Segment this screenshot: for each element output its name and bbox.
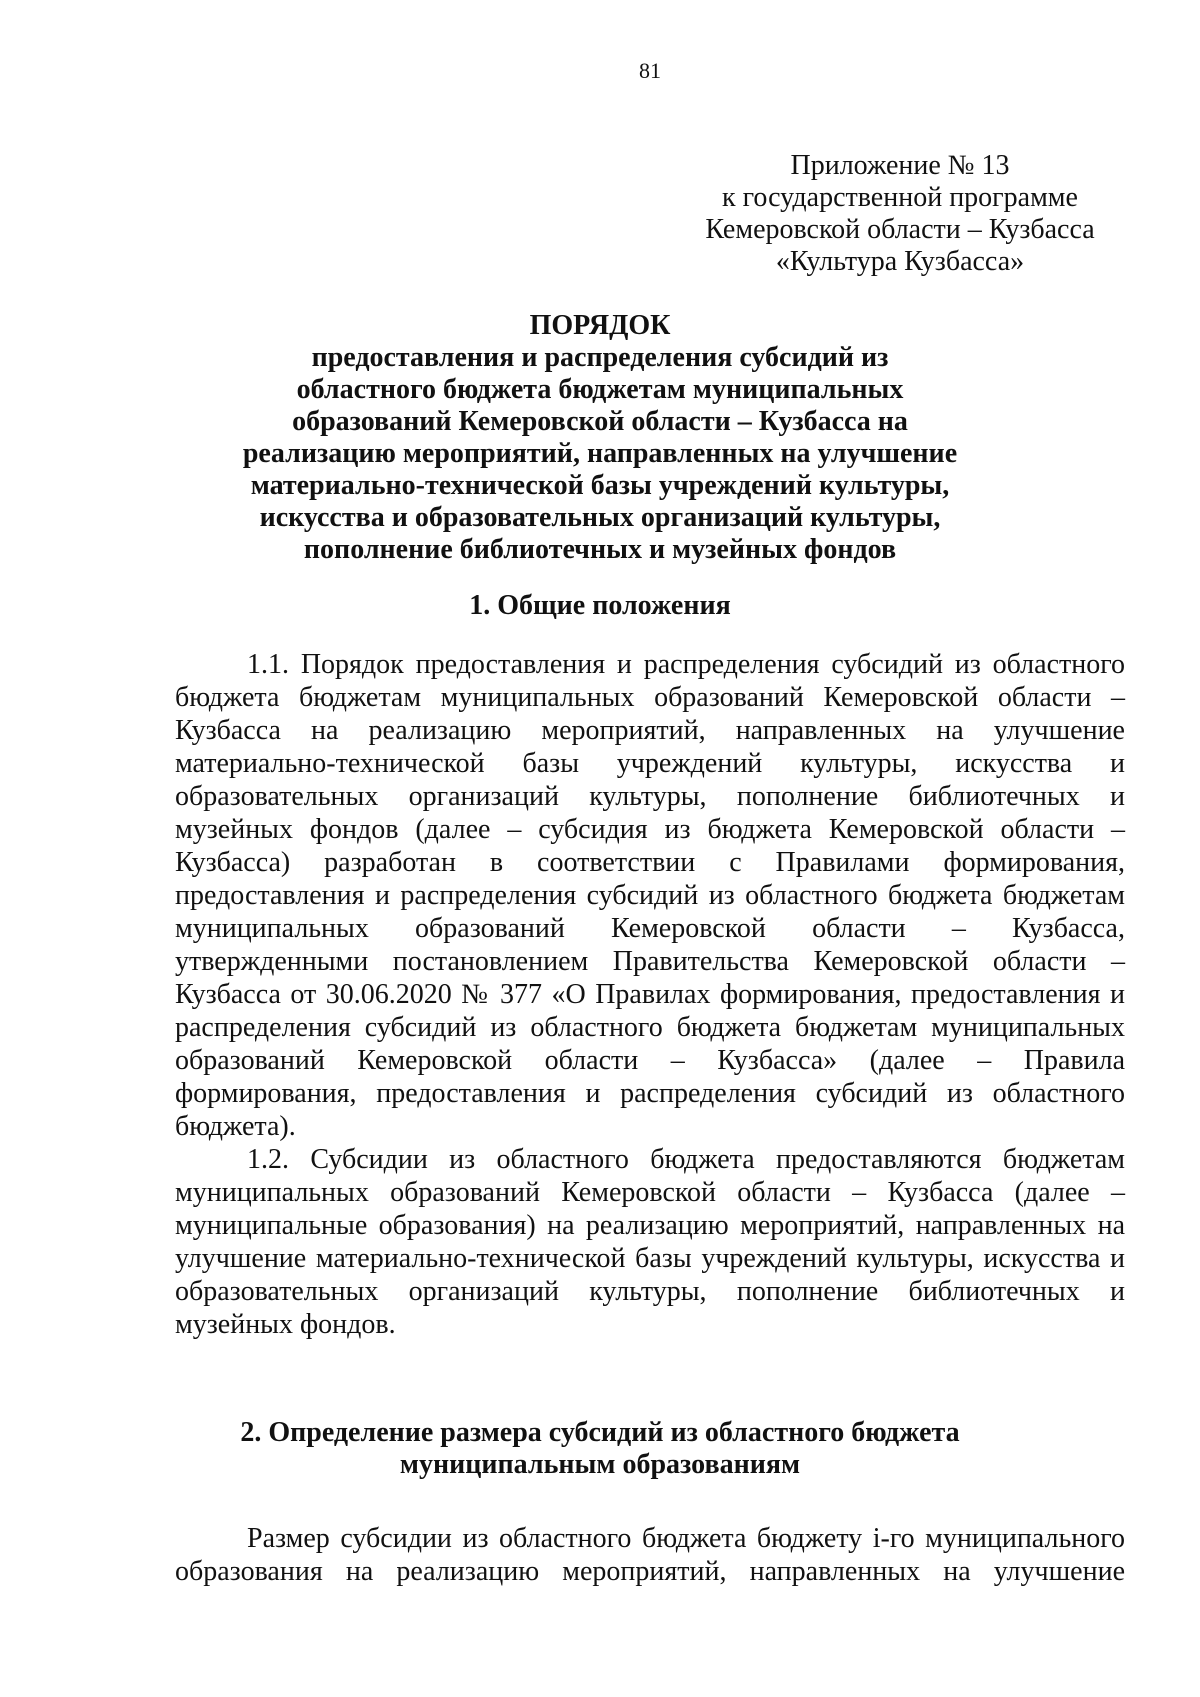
paragraph-line: Кузбасса на реализацию мероприятий, направленных на улучшение [175, 715, 1125, 746]
paragraph-line: музейных фондов (далее – субсидия из бюджета Кемеровской области – [175, 814, 1125, 845]
paragraph-line: материально-технической базы учреждений культуры, искусства и [175, 748, 1125, 779]
title-line: областного бюджета бюджетам муниципальных [296, 374, 904, 405]
title-line: образований Кемеровской области – Кузбасса на [292, 406, 908, 437]
paragraph-line: образовательных организаций культуры, пополнение библиотечных и [175, 781, 1125, 812]
section-1-paragraph-1 [175, 648, 1125, 1143]
paragraph-line: Кузбасса от 30.06.2020 № 377 «О Правилах формирования, предоставления и [175, 979, 1125, 1010]
paragraph-line: распределения субсидий из областного бюджета бюджетам муниципальных [175, 1012, 1125, 1043]
paragraph-line: Кузбасса) разработан в соответствии с Правилами формирования, [175, 847, 1125, 878]
title-line: пополнение библиотечных и музейных фондов [303, 534, 897, 565]
section-1-heading [175, 590, 1025, 622]
title-line: предоставления и распределения субсидий из [311, 342, 889, 373]
paragraph-line: бюджета бюджетам муниципальных образований Кемеровской области – [175, 682, 1125, 713]
title-line: реализацию мероприятий, направленных на улучшение [242, 438, 958, 469]
paragraph-line: муниципальных образований Кемеровской области – Кузбасса (далее – [175, 1177, 1125, 1208]
section-heading-line: муниципальным образованиям [399, 1449, 801, 1480]
paragraph-line: 1.2. Субсидии из областного бюджета предоставляются бюджетам [247, 1144, 1125, 1175]
paragraph-line: предоставления и распределения субсидий из областного бюджета бюджетам [175, 880, 1125, 911]
page-number: 81 [639, 58, 661, 83]
paragraph-line: формирования, предоставления и распределения субсидий из областного [175, 1078, 1125, 1109]
section-heading-line: 2. Определение размера субсидий из областного бюджета [240, 1417, 960, 1448]
paragraph-line: бюджета). [175, 1111, 296, 1142]
title-line: искусства и образовательных организаций культуры, [259, 502, 941, 533]
section-2-heading [175, 1417, 1025, 1481]
appendix-line: «Культура Кузбасса» [775, 246, 1025, 277]
paragraph-line: музейных фондов. [175, 1309, 396, 1340]
paragraph-line: образований Кемеровской области – Кузбасса» (далее – Правила [175, 1045, 1125, 1076]
paragraph-line: образования на реализацию мероприятий, направленных на улучшение [175, 1556, 1125, 1587]
appendix-line: к государственной программе [722, 182, 1078, 213]
appendix-block [700, 150, 1100, 278]
section-1-paragraph-2 [175, 1143, 1125, 1341]
paragraph-line: утвержденными постановлением Правительства Кемеровской области – [175, 946, 1125, 977]
appendix-line: Приложение № 13 [790, 150, 1010, 181]
paragraph-line: образовательных организаций культуры, пополнение библиотечных и [175, 1276, 1125, 1307]
section-2-paragraph-1 [175, 1522, 1125, 1588]
document-title [175, 310, 1025, 566]
paragraph-line: муниципальных образований Кемеровской области – Кузбасса, [175, 913, 1125, 944]
paragraph-line: Размер субсидии из областного бюджета бюджету i-го муниципального [247, 1523, 1125, 1554]
section-heading-line: 1. Общие положения [469, 590, 731, 621]
paragraph-line: улучшение материально-технической базы учреждений культуры, искусства и [175, 1243, 1125, 1274]
title-line: ПОРЯДОК [529, 310, 671, 341]
title-line: материально-технической базы учреждений культуры, [250, 470, 950, 501]
paragraph-line: муниципальные образования) на реализацию мероприятий, направленных на [175, 1210, 1125, 1241]
appendix-line: Кемеровской области – Кузбасса [705, 214, 1095, 245]
paragraph-line: 1.1. Порядок предоставления и распределения субсидий из областного [247, 649, 1125, 680]
